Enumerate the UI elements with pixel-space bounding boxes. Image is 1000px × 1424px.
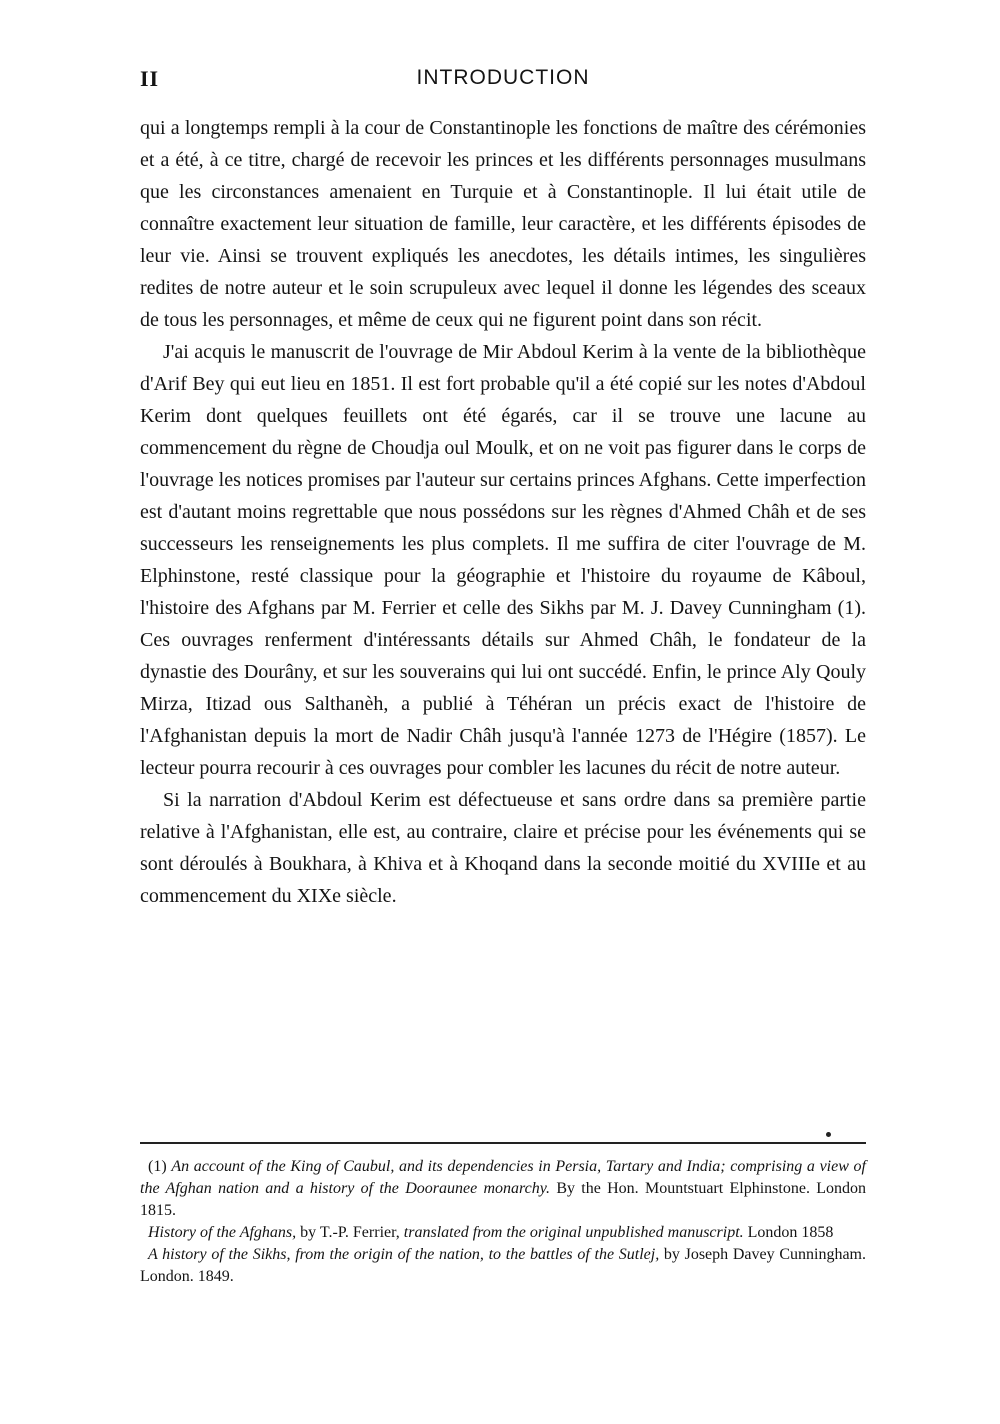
- footnote: [140, 1222, 866, 1244]
- footnote-citation: By the Hon. Mountstuart Elphinstone. London 1815.: [140, 1180, 867, 1219]
- footnote: [140, 1156, 866, 1222]
- page-number: II: [140, 66, 160, 91]
- footnotes: [140, 1156, 866, 1288]
- paragraph: J'ai acquis le manuscrit de l'ouvrage de Mir Abdoul Kerim à la vente de la bibliothèque d'Arif Bey qui eut lieu en 1851. Il est fort probable qu'il a été copié sur les notes d'Abdoul Kerim dont quelques feuillets ont été égarés, car il se trouve une lacune au commencement du règne de Choudja oul Moulk, et on ne voit pas figurer dans le corps de l'ouvrage les notices promises par l'auteur sur certains princes Afghans. Cette imperfection est d'autant moins regrettable que nous possédons sur les règnes d'Ahmed Châh et de ses successeurs les renseignements les plus complets. Il me suffira de citer l'ouvrage de M. Elphinstone, resté classique pour la géographie et l'histoire du royaume de Kâboul, l'histoire des Afghans par M. Ferrier et celle des Sikhs par M. J. Davey Cunningham (1). Ces ouvrages renferment d'intéressants détails sur Ahmed Châh, le fondateur de la dynastie des Dourâny, et sur les souverains qui lui ont succédé. Enfin, le prince Aly Qouly Mirza, Itizad ous Salthanèh, a publié à Téhéran un précis exact de l'histoire de l'Afghanistan depuis la mort de Nadir Châh jusqu'à l'année 1273 de l'Hégire (1857). Le lecteur pourra recourir à ces ouvrages pour combler les lacunes du récit de notre auteur.: [140, 341, 866, 779]
- rule-dot: [826, 1132, 831, 1137]
- footnote-citation: London 1858: [747, 1224, 834, 1241]
- footnote-title: History of the Afghans,: [148, 1224, 297, 1241]
- footnote-rule: [140, 1142, 866, 1144]
- body-text: [140, 112, 866, 912]
- running-title: INTRODUCTION: [416, 66, 590, 89]
- footnote-note: translated from the original unpublished manuscript.: [403, 1224, 744, 1241]
- footnote-marker: (1): [148, 1158, 167, 1175]
- footnote: [140, 1244, 866, 1288]
- paragraph: qui a longtemps rempli à la cour de Constantinople les fonctions de maître des cérémonies et a été, à ce titre, chargé de recevoir les princes et les différents personnages musulmans que les circonstances amenaient en Turquie et à Constantinople. Il lui était utile de connaître exactement leur situation de famille, leur caractère, et les différents épisodes de leur vie. Ainsi se trouvent expliqués les anecdotes, les détails intimes, les singulières redites de notre auteur et le soin scrupuleux avec lequel il donne les légendes des sceaux de tous les personnages, et même de ceux qui ne figurent point dans son récit.: [140, 117, 866, 331]
- footnote-author: by T.-P. Ferrier,: [300, 1224, 400, 1241]
- paragraph: Si la narration d'Abdoul Kerim est défectueuse et sans ordre dans sa première partie relative à l'Afghanistan, elle est, au contraire, claire et précise pour les événements qui se sont déroulés à Boukhara, à Khiva et à Khoqand dans la seconde moitié du XVIIIe et au commencement du XIXe siècle.: [140, 789, 866, 907]
- running-head: [140, 66, 866, 96]
- footnote-title: A history of the Sikhs, from the origin of the nation, to the battles of the Sutlej,: [148, 1246, 660, 1263]
- footnote-citation: by Joseph Davey Cunningham. London. 1849.: [140, 1246, 866, 1285]
- footnote-title: An account of the King of Caubul, and its dependencies in Persia, Tartary and India; comprising a view of the Afghan nation and a history of the Dooraunee monarchy.: [140, 1158, 867, 1197]
